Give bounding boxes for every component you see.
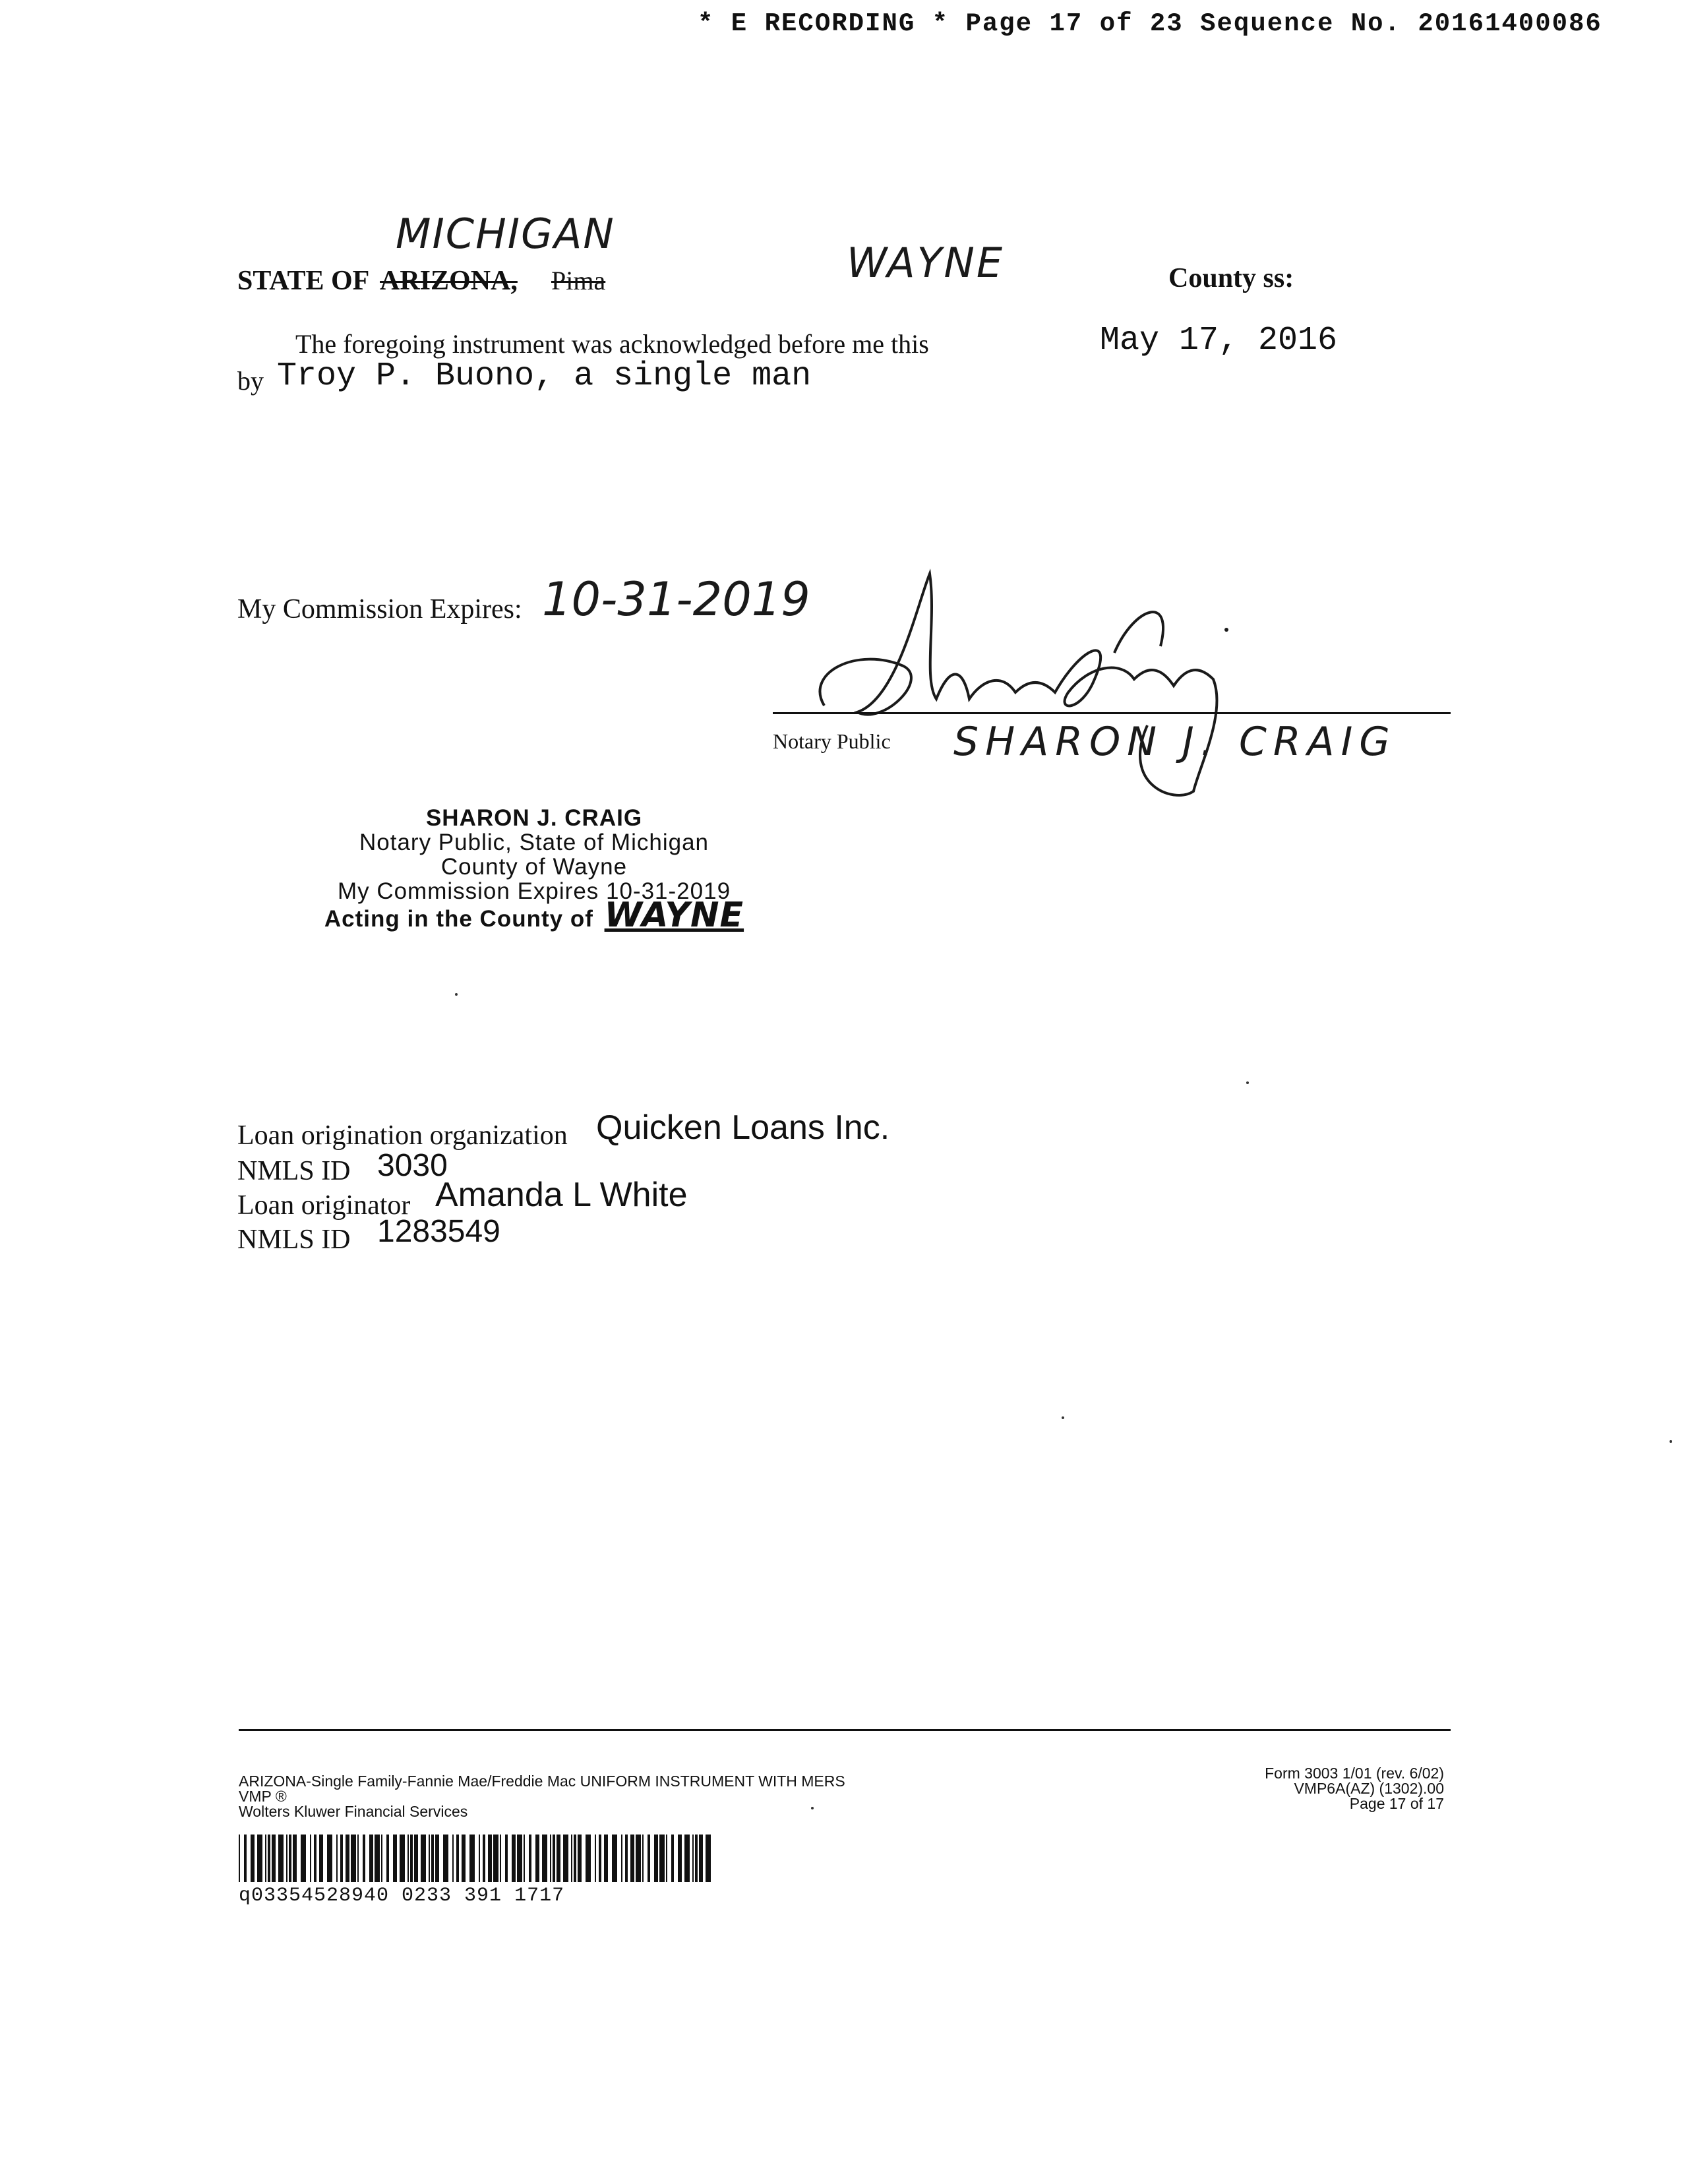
loan-originator-label: Loan originator — [237, 1190, 411, 1221]
footer-page-number: Page 17 of 17 — [1349, 1795, 1444, 1812]
notary-public-label: Notary Public — [773, 729, 891, 753]
stamp-name: SHARON J. CRAIG — [425, 805, 643, 831]
scan-speck — [1062, 1416, 1064, 1419]
county-handwritten: WAYNE — [847, 239, 1005, 287]
loan-originator-value: Amanda L White — [435, 1176, 688, 1214]
acknowledgment-text: The foregoing instrument was acknowledged before me this — [295, 329, 929, 359]
state-handwritten: MICHIGAN — [396, 210, 615, 258]
state-struck-text: ARIZONA, — [380, 266, 518, 296]
loan-org-value: Quicken Loans Inc. — [596, 1108, 890, 1147]
footer-form-id: Form 3003 1/01 (rev. 6/02) — [1265, 1765, 1444, 1782]
signer-name: Troy P. Buono, a single man — [277, 357, 812, 395]
signature-line — [773, 712, 1451, 714]
nmls-org-value: 3030 — [377, 1148, 448, 1183]
footer-publisher: Wolters Kluwer Financial Services — [239, 1803, 468, 1820]
stamp-acting-row — [237, 895, 831, 935]
nmls-org-label: NMLS ID — [237, 1156, 351, 1186]
stamp-acting-handwritten: WAYNE — [604, 895, 744, 935]
scan-speck — [811, 1807, 814, 1809]
stamp-county: County of Wayne — [440, 854, 628, 880]
by-label: by — [237, 366, 264, 396]
county-ss-label: County ss: — [1168, 263, 1294, 293]
notary-signature — [804, 567, 1266, 818]
barcode — [239, 1835, 713, 1882]
stamp-commission: My Commission Expires 10-31-2019 — [337, 878, 731, 904]
barcode-number: q03354528940 0233 391 1717 — [239, 1885, 565, 1907]
stamp-acting-label: Acting in the County of — [324, 906, 593, 932]
state-of-label: STATE OF — [237, 266, 370, 296]
footer-form-title: ARIZONA-Single Family-Fannie Mae/Freddie Mac UNIFORM INSTRUMENT WITH MERS — [239, 1773, 845, 1790]
scan-speck — [455, 993, 458, 996]
loan-org-label: Loan origination organization — [237, 1120, 568, 1151]
footer-form-info — [239, 1774, 845, 1819]
county-struck-text: Pima — [551, 266, 606, 295]
commission-expires-handwritten: 10-31-2019 — [542, 572, 810, 626]
footer-vmp-code: VMP6A(AZ) (1302).00 — [1294, 1780, 1444, 1797]
scan-speck — [1246, 1081, 1249, 1084]
commission-expires-label: My Commission Expires: — [237, 594, 522, 624]
recording-header: * E RECORDING * Page 17 of 23 Sequence No. 20161400086 — [698, 9, 1602, 38]
nmls-originator-label: NMLS ID — [237, 1225, 351, 1255]
stamp-notary-state: Notary Public, State of Michigan — [359, 830, 709, 855]
scan-speck — [1670, 1440, 1672, 1443]
notary-printed-name-handwritten: SHARON J. CRAIG — [953, 719, 1397, 765]
notary-stamp — [237, 805, 831, 935]
acknowledgment-date: May 17, 2016 — [1100, 322, 1338, 359]
footer-rule — [239, 1729, 1451, 1731]
footer-form-number — [1121, 1766, 1444, 1811]
nmls-originator-value: 1283549 — [377, 1214, 500, 1249]
footer-vmp: VMP ® — [239, 1788, 287, 1805]
